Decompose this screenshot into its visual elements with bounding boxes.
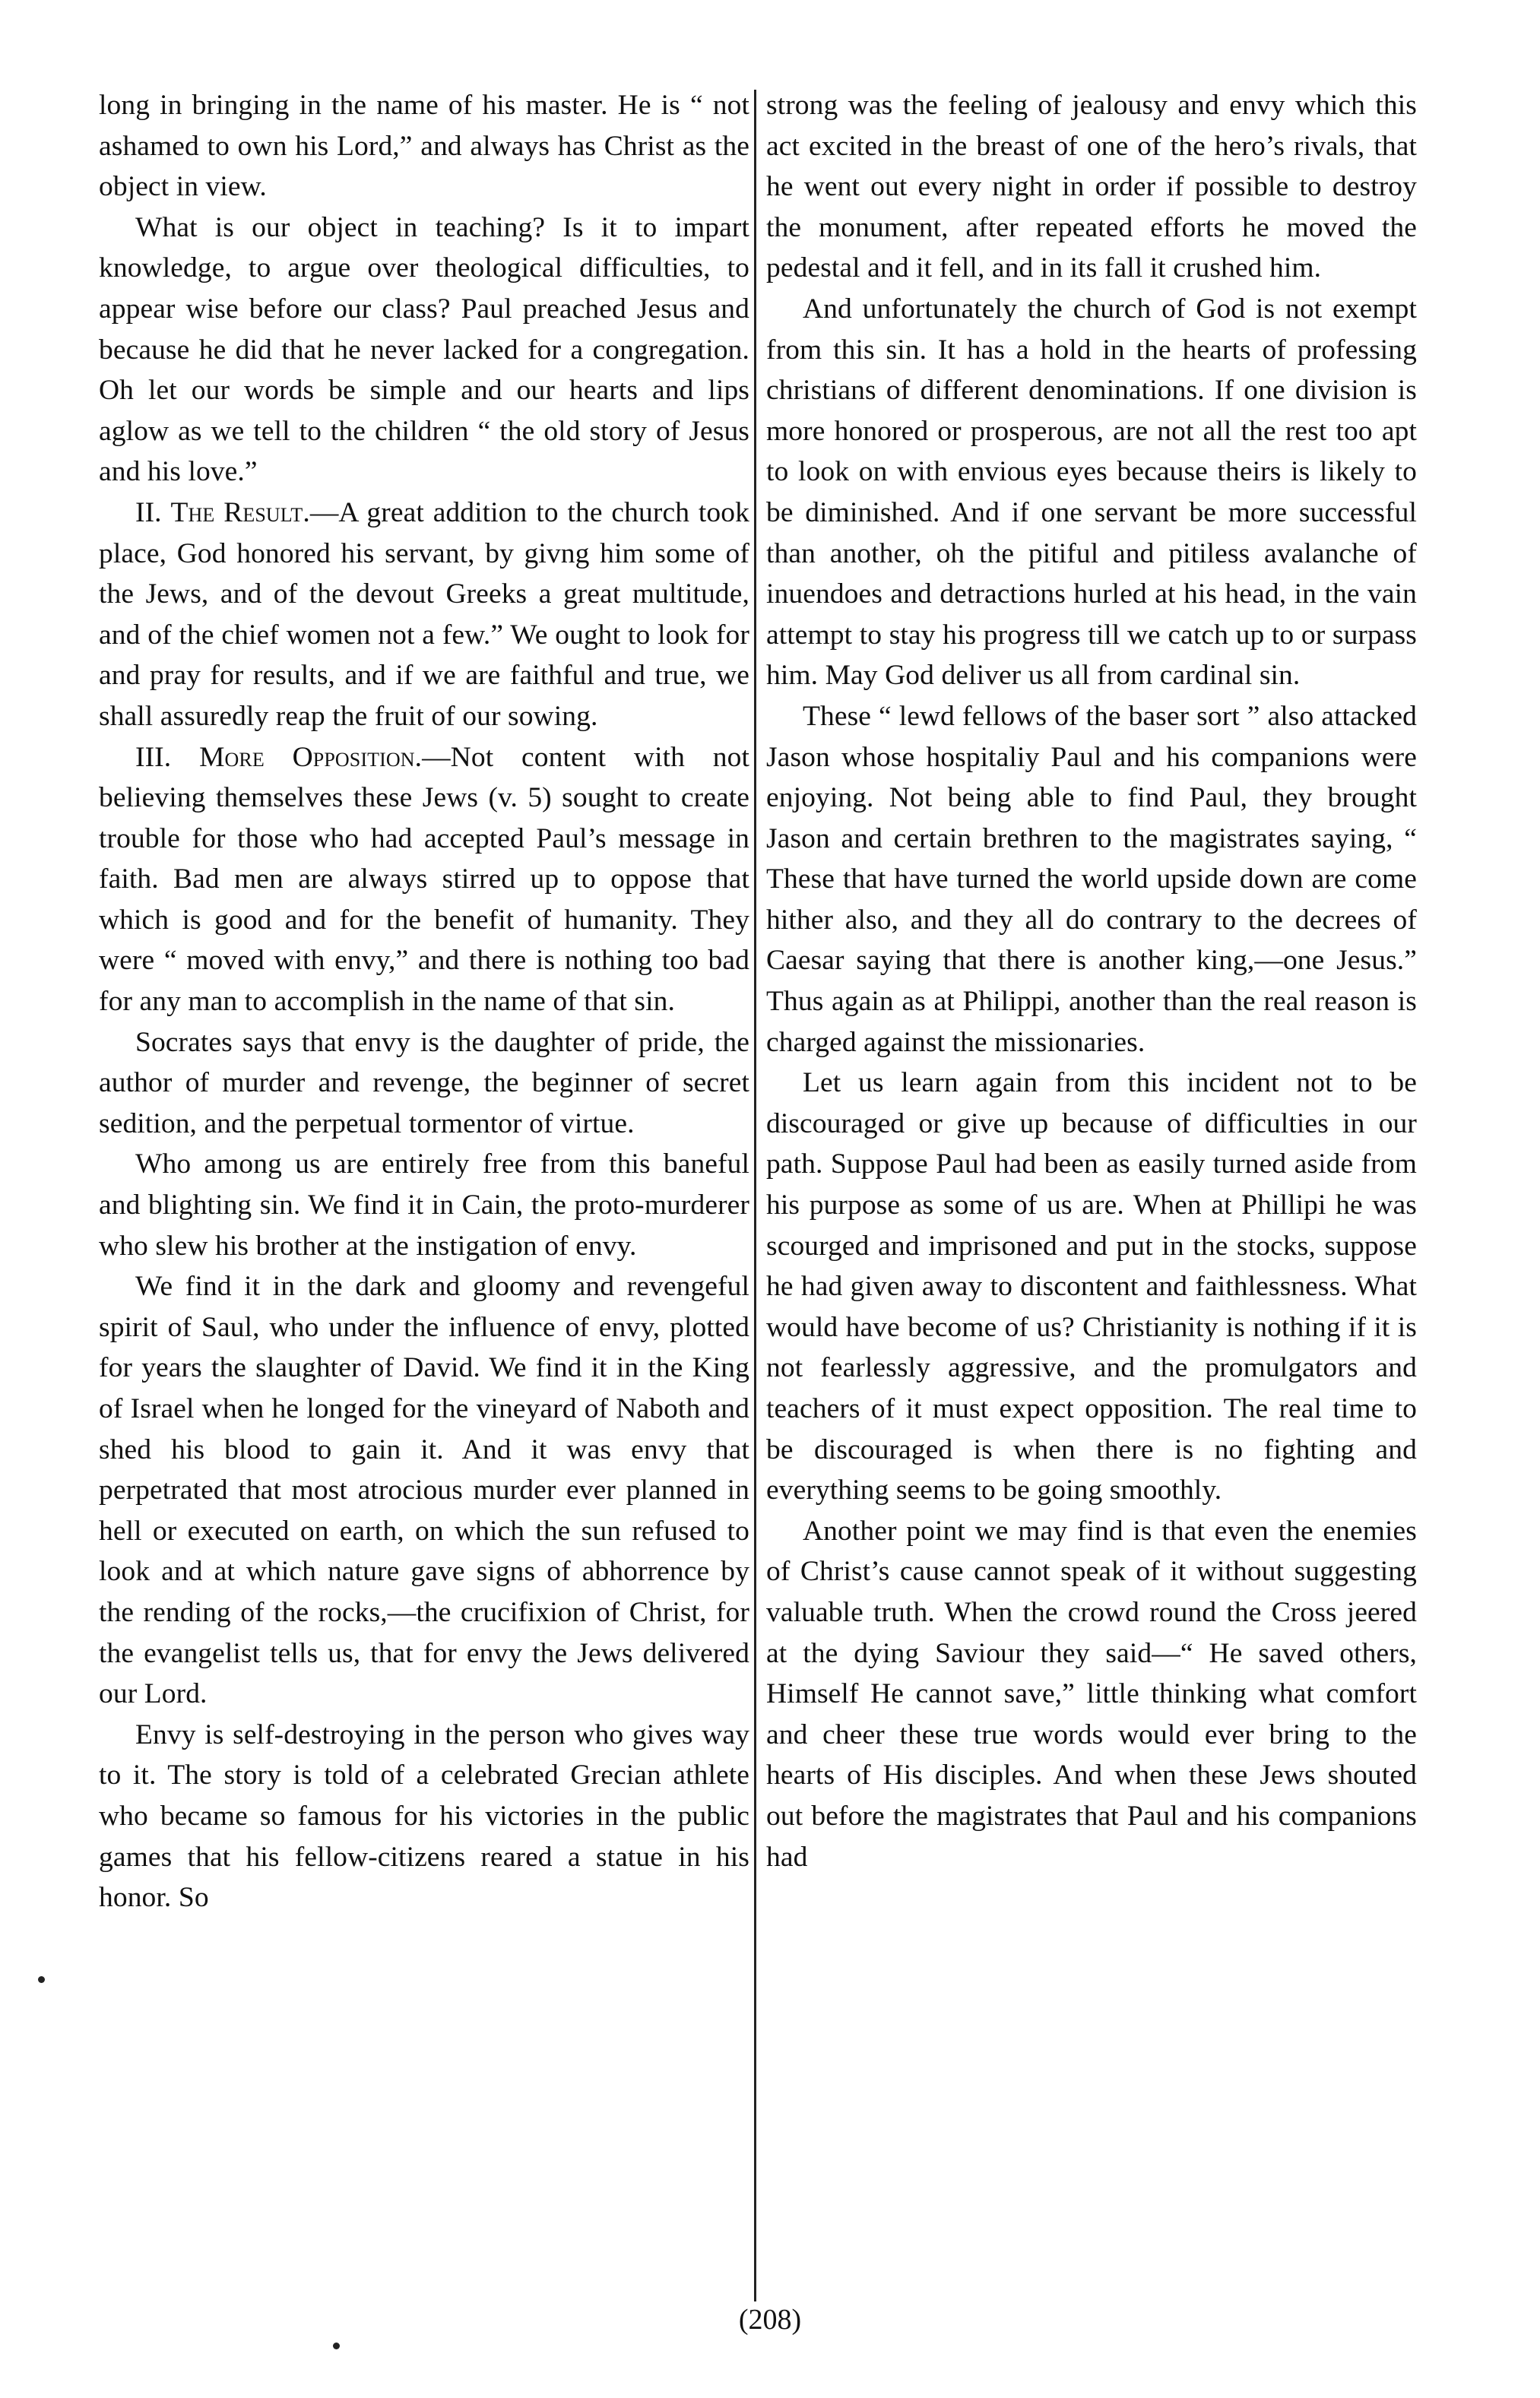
section-paragraph [99,493,749,737]
section-number: II. [135,496,162,528]
paragraph [766,1063,1417,1511]
paragraph-text: —A great addition to the church took place, God honored his servant, by givng him some of the Jews, and of the devout Greeks a great multitude, and of the chief women not a few.” We ought to look for and pray for results, and if we are faithful and true, we shall assuredly reap the fruit of our sowing. [99,496,749,732]
paragraph-text: Another point we may find is that even the enemies of Christ’s cause cannot speak of it without suggesting valuable truth. When the crowd round the Cross jeered at the dying Saviour they said—“ He saved others, Himself He cannot save,” little thinking what comfort and cheer these true words would ever bring to the hearts of His disciples. And when these Jews shouted out before the magistrates that Paul and his companions had [766,1515,1417,1873]
paragraph-text: And unfortunately the church of God is not exempt from this sin. It has a hold in the hearts of professing christians of different denominations. If one division is more honored or prosperous, are not all the rest too apt to look on with envious eyes because theirs is likely to be diminished. And if one servant be more successful than another, oh the pitiful and pitiless avalanche of inuendoes and detractions hurled at his head, in the vain attempt to stay his progress till we catch up to or surpass him. May God deliver us all from cardinal sin. [766,293,1417,692]
paragraph [766,289,1417,696]
paragraph [99,1144,749,1266]
paragraph [99,1715,749,1918]
right-column [766,85,1417,1877]
paragraph-text: What is our object in teaching? Is it to impart knowledge, to argue over theological difficulties, to appear wise before our class? Paul preached Jesus and because he did that he never lacked for a congregation. Oh let our words be simple and our hearts and lips aglow as we tell to the children “ the old story of Jesus and his love.” [99,211,749,488]
section-paragraph [99,737,749,1022]
paragraph-text: Let us learn again from this incident not to be discouraged or give up because of difficulties in our path. Suppose Paul had been as easily turned aside from his purpose as some of us are. When at Phillipi he was scourged and imprisoned and put in the stocks, suppose he had given away to discontent and faithlessness. What would have become of us? Christianity is nothing if it is not fearlessly aggressive, and the promulgators and teachers of it must expect opposition. The real time to be discouraged is when there is no fighting and everything seems to be going smoothly. [766,1067,1417,1506]
paragraph-text: We find it in the dark and gloomy and revengeful spirit of Saul, who under the influence of envy, plotted for years the slaughter of David. We find it in the King of Israel when he longed for the vineyard of Naboth and shed his blood to gain it. And it was envy that perpetrated that most atrocious murder ever planned in hell or executed on earth, on which the sun refused to look and at which nature gave signs of abhorrence by the rending of the rocks,—the crucifixion of Christ, for the evangelist tells us, that for envy the Jews delivered our Lord. [99,1271,749,1710]
paragraph [766,696,1417,1063]
paragraph-text: Socrates says that envy is the daughter of pride, the author of murder and revenge, the beginner of secret sedition, and the perpetual tormentor of virtue. [99,1026,749,1139]
section-heading: More Opposition. [199,741,423,773]
paragraph [766,1511,1417,1877]
speck-mark [333,2343,340,2349]
paragraph [99,207,749,493]
section-number: III. [135,741,172,773]
speck-mark [38,1976,45,1983]
left-column [99,85,749,1918]
paragraph-text: Envy is self-destroying in the person who gives way to it. The story is told of a celebrated Grecian athlete who became so famous for his victories in the public games that his fellow-citizens reared a statue in his honor. So [99,1719,749,1914]
paragraph-text: These “ lewd fellows of the baser sort ” also attacked Jason whose hospitaliy Paul and his companions were enjoying. Not being able to find Paul, they brought Jason and certain brethren to the magistrates saying, “ These that have turned the world upside down are come hither also, and they all do contrary to the decrees of Caesar saying that there is another king,—one Jesus.” Thus again as at Philippi, another than the real reason is charged against the missionaries. [766,700,1417,1058]
paragraph [99,1266,749,1715]
column-divider [754,90,756,2301]
section-heading: The Result. [170,496,310,528]
page-number: (208) [738,2304,802,2336]
paragraph-continued [99,85,749,207]
paragraph-continued [766,85,1417,289]
paragraph-text: long in bringing in the name of his master. He is “ not ashamed to own his Lord,” and always has Christ as the object in view. [99,90,749,203]
paragraph-text: —Not content with not believing themselves these Jews (v. 5) sought to create trouble for those who had accepted Paul’s message in faith. Bad men are always stirred up to oppose that which is good and for the benefit of humanity. They were “ moved with envy,” and there is nothing too bad for any man to accomplish in the name of that sin. [99,741,749,1018]
paragraph-text: strong was the feeling of jealousy and envy which this act excited in the breast of one of the hero’s rivals, that he went out every night in order if possible to destroy the monument, after repeated efforts he moved the pedestal and it fell, and in its fall it crushed him. [766,90,1417,284]
paragraph [99,1022,749,1145]
paragraph-text: Who among us are entirely free from this baneful and blighting sin. We find it in Cain, the proto-murderer who slew his brother at the instigation of envy. [99,1148,749,1262]
